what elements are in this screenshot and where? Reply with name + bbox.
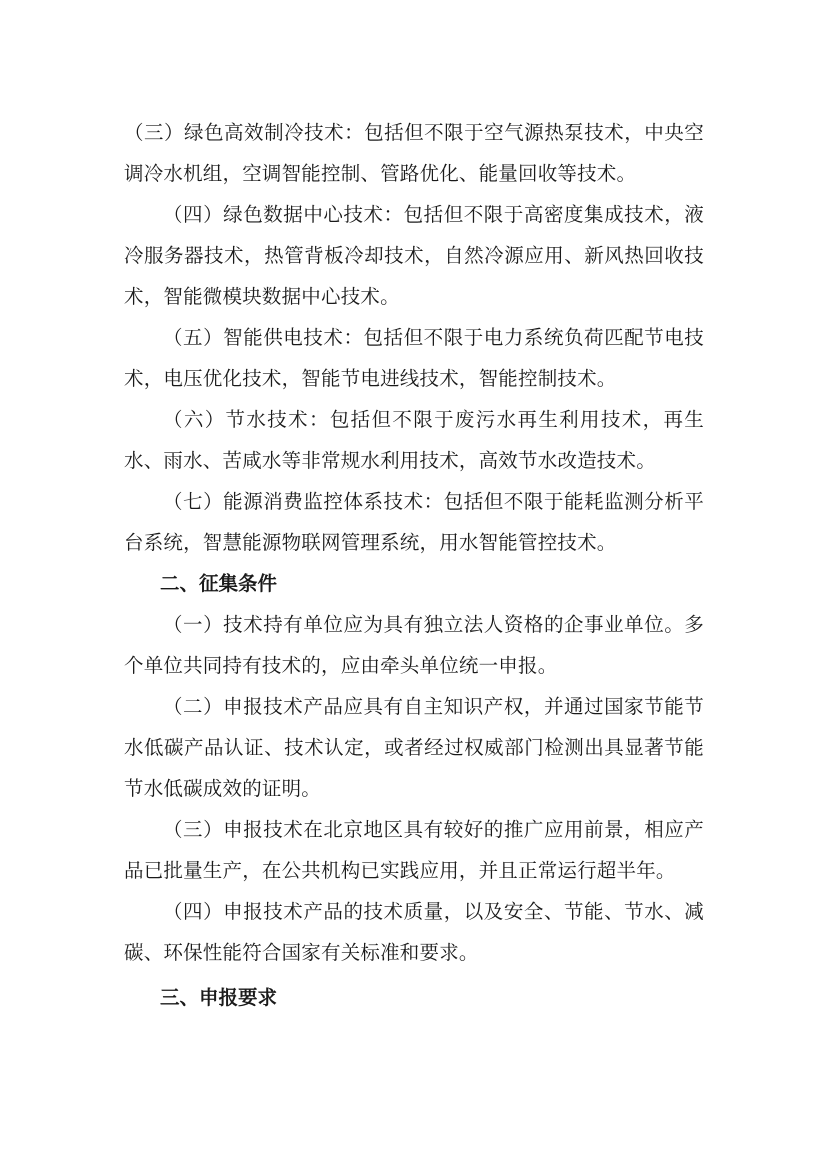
paragraph-water-saving: （六）节水技术：包括但不限于废污水再生利用技术，再生水、雨水、苦咸水等非常规水利用技术，高效节水改造技术。 — [124, 408, 704, 472]
document-body — [124, 112, 704, 1018]
paragraph-condition-1: （一）技术持有单位应为具有独立法人资格的企事业单位。多个单位共同持有技术的，应由牵头单位统一申报。 — [124, 613, 704, 677]
paragraph-condition-4: （四）申报技术产品的技术质量，以及安全、节能、节水、减碳、环保性能符合国家有关标准和要求。 — [124, 900, 704, 964]
paragraph-condition-2: （二）申报技术产品应具有自主知识产权，并通过国家节能节水低碳产品认证、技术认定，或者经过权威部门检测出具显著节能节水低碳成效的证明。 — [124, 695, 704, 800]
paragraph-green-datacenter: （四）绿色数据中心技术：包括但不限于高密度集成技术，液冷服务器技术，热管背板冷却技术，自然冷源应用、新风热回收技术，智能微模块数据中心技术。 — [124, 203, 704, 308]
paragraph-smart-power: （五）智能供电技术：包括但不限于电力系统负荷匹配节电技术，电压优化技术，智能节电进线技术，智能控制技术。 — [124, 326, 704, 390]
section-heading-conditions: 二、征集条件 — [160, 572, 278, 595]
paragraph-green-cooling: （三）绿色高效制冷技术：包括但不限于空气源热泵技术，中央空调冷水机组，空调智能控制、管路优化、能量回收等技术。 — [124, 121, 704, 185]
section-heading-requirements: 三、申报要求 — [160, 986, 278, 1009]
paragraph-energy-monitoring: （七）能源消费监控体系技术：包括但不限于能耗监测分析平台系统，智慧能源物联网管理系统，用水智能管控技术。 — [124, 490, 704, 554]
paragraph-condition-3: （三）申报技术在北京地区具有较好的推广应用前景，相应产品已批量生产，在公共机构已实践应用，并且正常运行超半年。 — [124, 818, 704, 882]
